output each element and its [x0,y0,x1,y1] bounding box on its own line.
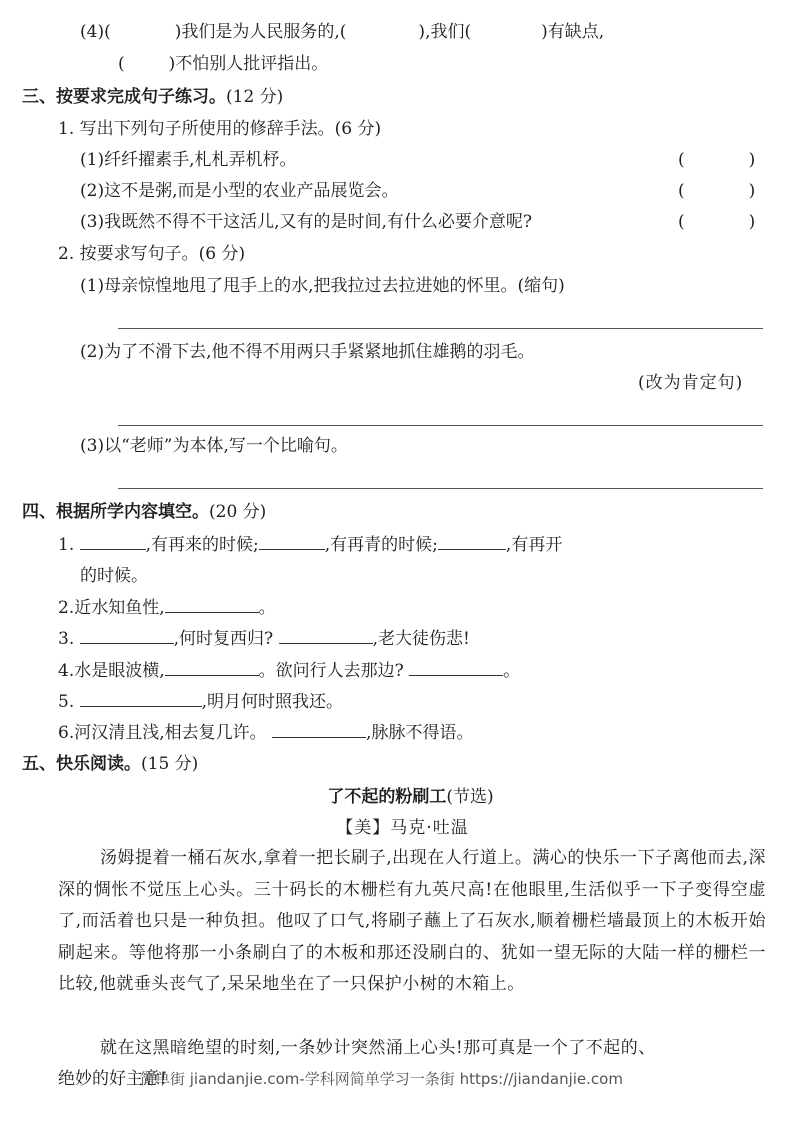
article-title [0,785,793,809]
section4-heading [22,500,266,524]
item-text: 。 [258,598,276,618]
paren-open: ( [464,22,472,42]
q4-line1 [80,20,604,44]
s4-item-6 [58,720,473,745]
item-text: ,有再开 [505,535,563,555]
article-paragraph-2-tail: 绝妙的好主意! [58,1069,167,1089]
section-points: (20 分) [209,502,267,522]
q4-text: 不怕别人批评指出。 [175,54,329,74]
s4-item-1-cont: 的时候。 [80,566,148,586]
q4-line2 [118,52,328,76]
item-text: ,有再来的时候; [145,535,259,555]
fill-blank[interactable] [272,720,366,738]
s3-q1-item-3-answer[interactable] [678,210,755,234]
fill-blank[interactable] [409,658,503,676]
paren-close: ) [748,181,756,201]
s3-q2-item-3: (3)以“老师”为本体,写一个比喻句。 [80,436,348,456]
section-title: 三、按要求完成句子练习。 [22,87,226,107]
section-title: 五、快乐阅读。 [22,754,141,774]
s3-q1-item-1: (1)纤纤擢素手,札札弄机杼。 [80,150,297,170]
item-number: 2. [58,598,75,618]
article-title-text: 了不起的粉刷工 [327,787,447,807]
paren-close: ) [748,150,756,170]
paren-open: ( [678,150,685,170]
paren-close: ) [168,54,176,74]
s4-item-5 [58,689,343,714]
item-text: ,老大徒伤悲! [372,629,470,649]
s3-q2-item-1: (1)母亲惊惶地甩了甩手上的水,把我拉过去拉进她的怀里。(缩句) [80,276,565,296]
paren-close: ) [748,212,756,232]
q4-text: 有缺点, [547,22,605,42]
paren-close: ) [174,22,182,42]
s3-q1-item-2: (2)这不是粥,而是小型的农业产品展览会。 [80,181,399,201]
item-text: ,明月何时照我还。 [201,692,344,712]
s3-q1-title: 1. 写出下列句子所使用的修辞手法。(6 分) [58,119,382,139]
paren-open: ( [678,212,685,232]
fill-blank[interactable] [438,532,506,550]
article-paragraph-1 [58,843,766,1001]
s3-q1-item-3: (3)我既然不得不干这活儿,又有的是时间,有什么必要介意呢? [80,212,533,232]
fill-blank[interactable] [279,626,373,644]
fill-blank[interactable] [80,626,174,644]
paren-close: ) [541,22,548,42]
paren-open: ( [104,22,111,42]
item-text: ,脉脉不得语。 [366,723,474,743]
paren-open: ( [339,22,347,42]
item-text: 。欲问行人去那边? [258,661,404,681]
section-points: (15 分) [141,754,199,774]
article-subtitle: (节选) [446,787,494,807]
paren-open: ( [118,54,125,74]
s3-q1-item-1-answer[interactable] [678,148,755,172]
item-text: 近水知鱼性, [74,598,165,618]
answer-line[interactable] [118,328,763,329]
section-points: (12 分) [226,87,284,107]
item-number: 1. [58,535,75,555]
s4-item-2 [58,595,276,620]
fill-blank[interactable] [165,658,259,676]
answer-line[interactable] [118,425,763,426]
section5-heading [22,752,198,776]
paragraph-text: 就在这黑暗绝望的时刻,一条妙计突然涌上心头!那可真是一个了不起的、 [100,1038,656,1058]
item-text: 水是眼波横, [74,661,165,681]
item-text: 河汉清且浅,相去复几许。 [74,723,267,743]
paren-close: ) [418,22,426,42]
fill-blank[interactable] [165,595,259,613]
paragraph-text: 汤姆提着一桶石灰水,拿着一把长刷子,出现在人行道上。满心的快乐一下子离他而去,深深的惆怅不觉压上心头。三十码长的木栅栏有九英尺高!在他眼里,生活似乎一下子变得空虚了,而活着也只是一种负担。他叹了口气,将刷子蘸上了石灰水,顺着栅栏墙最顶上的木板开始刷起来。等他将那一小条刷白了的木板和那还没刷白的、犹如一望无际的大陆一样的栅栏一比较,他就垂头丧气了,呆呆地坐在了一只保护小树的木箱上。 [58,848,766,994]
article-author: 【美】马克·吐温 [336,818,469,838]
q4-text: ,我们 [425,22,465,42]
s4-item-4 [58,658,520,683]
item-number: 3. [58,629,75,649]
s3-q1-item-2-answer[interactable] [678,179,755,203]
item-text: ,有再青的时候; [324,535,438,555]
s3-q2-item-2-note: (改为肯定句) [638,373,744,393]
q4-text: 我们是为人民服务的, [181,22,340,42]
fill-blank[interactable] [80,532,146,550]
item-number: 6. [58,723,75,743]
article-paragraph-2 [58,1033,766,1065]
s3-q2-item-2: (2)为了不滑下去,他不得不用两只手紧紧地抓住雄鹅的羽毛。 [80,342,535,362]
fill-blank[interactable] [80,689,202,707]
q4-number: (4) [80,22,105,42]
section3-heading [22,85,283,109]
fill-blank[interactable] [259,532,325,550]
item-number: 5. [58,692,75,712]
item-text: ,何时复西归? [173,629,274,649]
s4-item-1 [58,532,562,557]
item-number: 4. [58,661,75,681]
item-text: 。 [503,661,521,681]
paren-open: ( [678,181,685,201]
s4-item-3 [58,626,470,651]
watermark: 简单街 jiandanjie.com-学科网简单学习一条街 https://jiandanjie.com [140,1070,623,1088]
section-title: 四、根据所学内容填空。 [22,502,209,522]
answer-line[interactable] [118,488,763,489]
s3-q2-title: 2. 按要求写句子。(6 分) [58,244,246,264]
